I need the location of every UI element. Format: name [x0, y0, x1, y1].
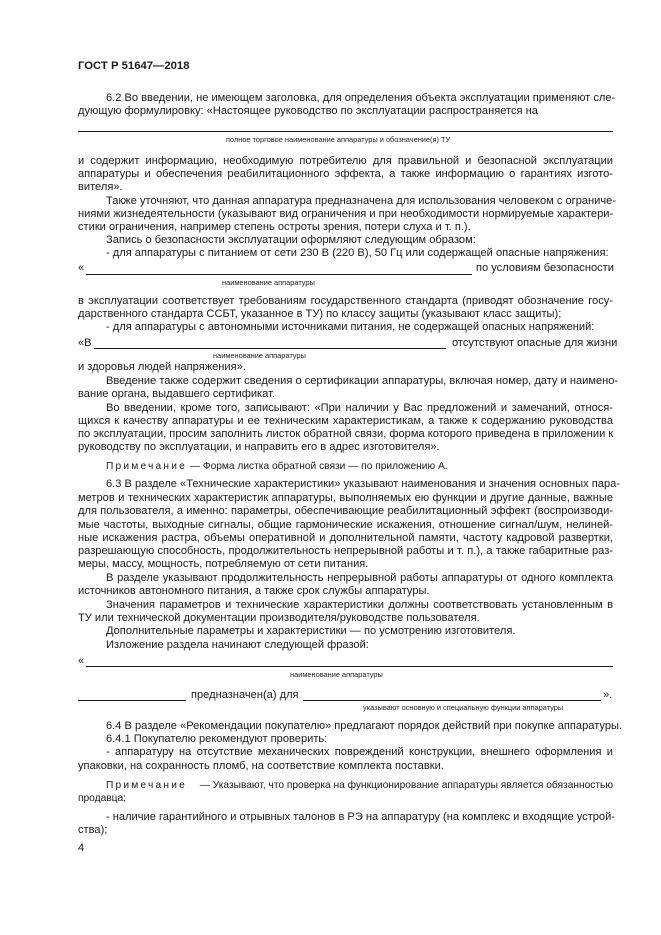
section-6-3-line-5: ные искажения растра, объемы оперативной и дополнительной памяти, частоту кадровой развертки, [78, 532, 613, 544]
fill-in-line-functions [303, 700, 601, 701]
section-6-2-line-2: дующую формулировку: «Настоящее руководство по эксплуатации распространяется на [78, 105, 538, 117]
fill-in-line-name-short [78, 700, 186, 701]
section-6-3-line-6: разрешающую способность, продолжительность непрерывной работы и т. п.), а также габаритные раз- [78, 545, 613, 557]
section-6-3-line-4: мые частоты, выходные сигналы, общие гармонические искажения, отношение сигнал/шум, нелиней- [78, 519, 613, 531]
paragraph-15-line-1: - наличие гарантийного и отрывных талонов в РЭ на аппаратуру (на комплекс и входящие устрой- [106, 811, 615, 823]
section-6-3-line-3: для пользователя, а именно: параметры, обеспечивающие реабилитационный эффект (воспроизводи- [78, 505, 613, 517]
paragraph-9-line-2: щихся к качеству аппаратуры и ее техническим характеристикам, а также к содержанию руководства [78, 415, 613, 427]
paragraph-3: Запись о безопасности эксплуатации оформляют следующим образом: [106, 234, 476, 246]
quote-tail-1: по условиям безопасности [476, 262, 614, 274]
paragraph-9-line-3: по эксплуатации, просим заполнить листок обратной связи, форма которого приведена в приложении к [78, 428, 614, 440]
paragraph-8-line-1: Введение также содержит сведения о сертификации аппаратуры, включая номер, дату и наимено- [106, 375, 619, 387]
note-1 [106, 460, 448, 473]
document-header: ГОСТ Р 51647—2018 [78, 60, 190, 72]
quote-middle: предназначен(а) для [191, 689, 299, 701]
paragraph-12: Дополнительные параметры и характеристики — по усмотрению изготовителя. [106, 625, 516, 637]
paragraph-5-line-1: в эксплуатации соответствует требованиям государственного стандарта (приводят обозначение госу- [78, 295, 613, 307]
quote-end: ». [603, 689, 613, 701]
paragraph-10-line-2: источников автономного питания, а также срок службы аппаратуры. [78, 585, 430, 597]
paragraph-2-line-3: стики ограничения, например степень остроты зрения, потери слуха и т. п.). [78, 221, 471, 233]
page-number: 4 [78, 842, 85, 854]
paragraph-2-line-1: Также уточняют, что данная аппаратура предназначена для использования человеком с ограниче- [106, 195, 617, 207]
paragraph-15-line-2: ства); [78, 824, 108, 836]
section-6-2-line-5: вителя». [78, 181, 123, 193]
paragraph-11-line-1: Значения параметров и технические характеристики должны соответствовать установленным в [106, 599, 613, 611]
section-6-2-line-1: 6.2 Во введении, не имеющем заголовка, для определения объекта эксплуатации применяют сле- [106, 92, 616, 104]
paragraph-11-line-2: ТУ или технической документации производителя/руководстве пользователя. [78, 612, 480, 624]
section-6-2-line-3: и содержит информацию, необходимую потребителю для правильной и безопасной эксплуатации [78, 155, 613, 167]
note-2-label: Примечание [106, 780, 187, 791]
section-6-4-1: 6.4.1 Покупателю рекомендуют проверить: [106, 733, 328, 745]
paragraph-9-line-1: Во введении, кроме того, записывают: «При наличии у Вас предложений и замечаний, относя- [106, 402, 613, 414]
section-6-3-line-1: 6.3 В разделе «Технические характеристики» указывают наименования и значения основных пара- [106, 478, 620, 490]
paragraph-7: и здоровья людей напряжения». [78, 361, 246, 373]
section-6-4: 6.4 В разделе «Рекомендации покупателю» предлагают порядок действий при покупке аппаратуры. [106, 720, 623, 732]
section-6-2-line-4: аппаратуры и обеспечения реабилитационного эффекта, а также информацию о гарантиях изгото- [78, 168, 613, 180]
section-6-3-line-7: меры, массу, мощность, потребляемую от сети питания. [78, 558, 369, 570]
fill-in-line-name-1 [86, 274, 472, 275]
paragraph-6: - для аппаратуры с автономными источниками питания, не содержащей опасных напряжений: [106, 321, 595, 333]
quote-tail-2: отсутствуют опасные для жизни [452, 337, 618, 349]
quote-open-3: « [78, 655, 85, 667]
fill-in-line-trade-name [78, 131, 613, 132]
paragraph-9-line-4: руководству по эксплуатации, и направить его в адрес изготовителя». [78, 441, 440, 453]
note-2-line-1 [106, 779, 613, 792]
paragraph-8-line-2: вание органа, выдавшего сертификат. [78, 388, 276, 400]
note-1-text: — Форма листка обратной связи — по приложению А. [189, 461, 448, 472]
note-2-line-2: продавца; [78, 793, 126, 804]
quote-open-2: «В [78, 337, 92, 349]
paragraph-5-line-2: дарственного стандарта ССБТ, указанное в ТУ) по классу защиты (указывают класс защиты); [78, 308, 562, 320]
paragraph-13: Изложение раздела начинают следующей фразой: [106, 639, 369, 651]
caption-functions: указывают основную и специальную функции аппаратуры [363, 703, 564, 712]
note-2-text: — Указывают, что проверка на функционирование аппаратуры является обязанностью [199, 780, 613, 791]
paragraph-10-line-1: В разделе указывают продолжительность непрерывной работы аппаратуры от одного комплекта [106, 572, 613, 584]
paragraph-14-line-1: - аппаратуру на отсутствие механических повреждений конструкции, внешнего оформления и [106, 746, 613, 758]
paragraph-14-line-2: упаковки, на сохранность пломб, на соответствие комплекта поставки. [78, 760, 444, 772]
fill-in-line-name-3 [86, 666, 613, 667]
paragraph-4: - для аппаратуры с питанием от сети 230 В (220 В), 50 Гц или содержащей опасные напряжения: [106, 247, 609, 259]
section-6-3-line-2: метров и технических характеристик аппаратуры, выполняемых ею функции и другие данные, важные [78, 492, 613, 504]
caption-trade-name: полное торговое наименование аппаратуры и обозначение(я) ТУ [226, 135, 451, 144]
caption-name-2: наименование аппаратуры [213, 351, 306, 360]
quote-open-1: « [78, 262, 85, 274]
paragraph-2-line-2: ниями жизнедеятельности (указывают вид ограничения и при необходимости нормируемые характери- [78, 208, 614, 220]
caption-name-1: наименование аппаратуры [222, 278, 315, 287]
note-1-label: Примечание [106, 461, 187, 472]
fill-in-line-name-2 [94, 348, 446, 349]
caption-name-3: наименование аппаратуры [290, 670, 383, 679]
